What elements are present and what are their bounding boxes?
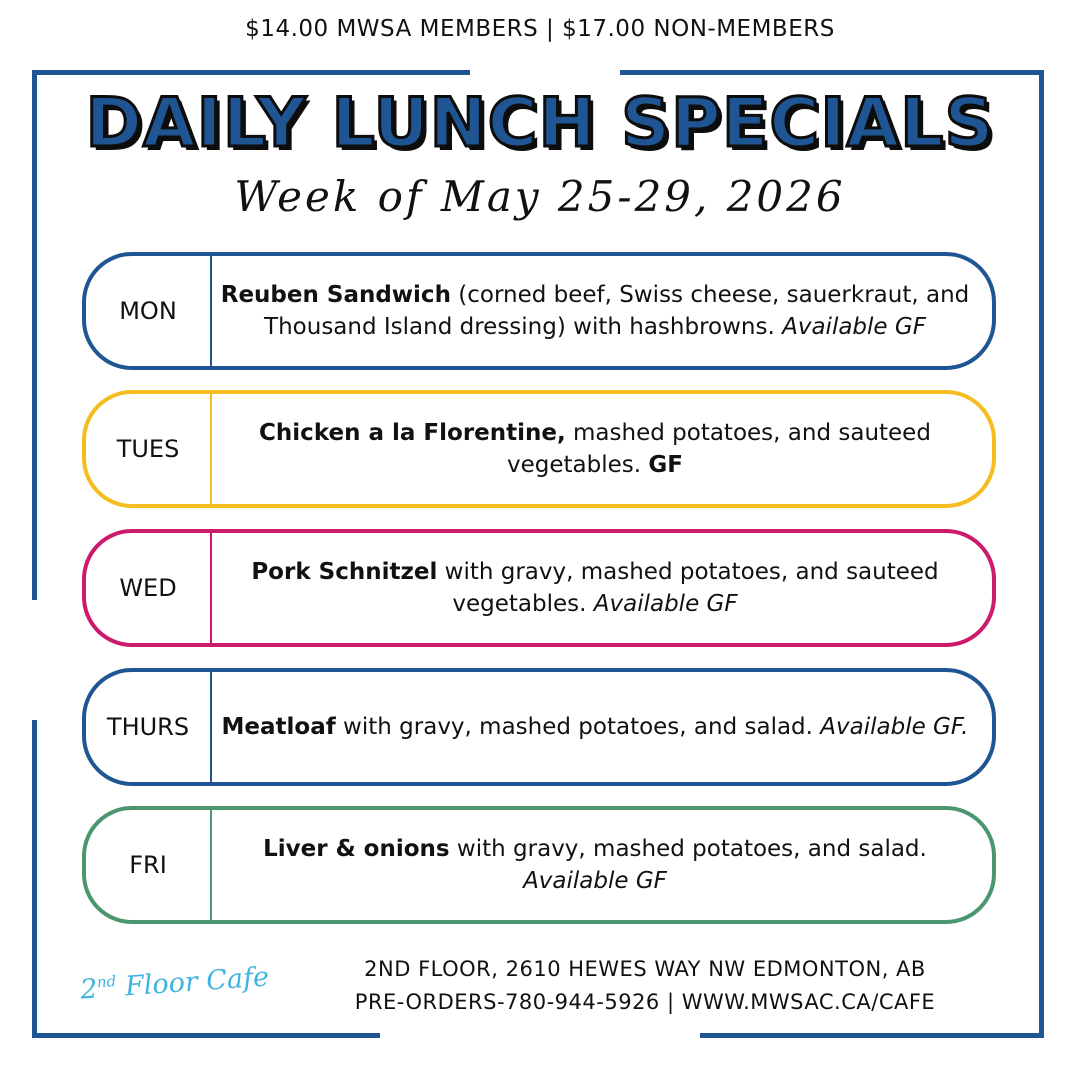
day-label: MON (119, 297, 177, 325)
frame-gap-top (470, 66, 620, 78)
dish-name: Reuben Sandwich (220, 282, 451, 308)
day-divider (210, 810, 212, 920)
dish-name: Pork Schnitzel (251, 559, 438, 585)
day-label: THURS (106, 713, 190, 741)
meal-description (218, 672, 972, 782)
meal-text (218, 279, 972, 343)
gf-availability: Available GF (782, 314, 926, 340)
frame-gap-left (28, 600, 40, 720)
page-title: DAILY LUNCH SPECIALS (85, 84, 995, 163)
meal-description (218, 394, 972, 504)
meal-text (218, 556, 972, 620)
dish-details: with gravy, mashed potatoes, and salad. (335, 714, 821, 740)
list-item (82, 390, 996, 508)
day-divider (210, 533, 212, 643)
list-item (82, 252, 996, 370)
gf-availability: Available GF (523, 868, 667, 894)
list-item (82, 668, 996, 786)
dish-details: with gravy, mashed potatoes, and salad. (449, 836, 927, 862)
logo-text: Floor Cafe (115, 961, 270, 1004)
day-label: WED (119, 574, 177, 602)
logo-ordinal: 2 (79, 973, 99, 1006)
gf-availability: Available GF (593, 591, 738, 617)
frame-gap-bottom (380, 1030, 700, 1042)
day-divider (210, 256, 212, 366)
logo-ordinal-suffix: nd (96, 972, 117, 992)
dish-details: (corned beef, Swiss cheese, sauerkraut, and Thousand Island dressing) with hashbrowns. (264, 282, 970, 340)
dish-name: Meatloaf (221, 714, 336, 740)
meal-description (218, 533, 972, 643)
day-label: TUES (116, 435, 180, 463)
dish-details: with gravy, mashed potatoes, and sauteed vegetables. (437, 559, 939, 617)
meal-description (218, 256, 972, 366)
day-divider (210, 394, 212, 504)
meal-text (218, 417, 972, 481)
dish-name: Liver & onions (263, 836, 450, 862)
week-subtitle: Week of May 25-29, 2026 (234, 172, 846, 221)
gf-badge: GF (648, 452, 683, 478)
day-divider (210, 672, 212, 782)
meal-text (222, 711, 969, 743)
footer-contact: PRE-ORDERS-780-944-5926 | WWW.MWSAC.CA/CAFE (354, 990, 936, 1014)
list-item (82, 806, 996, 924)
dish-name: Chicken a la Florentine, (259, 420, 566, 446)
meal-text (218, 833, 972, 897)
list-item (82, 529, 996, 647)
footer-address: 2ND FLOOR, 2610 HEWES WAY NW EDMONTON, AB (364, 957, 926, 981)
gf-availability: Available GF. (820, 714, 969, 740)
price-line: $14.00 MWSA MEMBERS | $17.00 NON-MEMBERS (245, 16, 835, 42)
meal-description (218, 810, 972, 920)
dish-details: mashed potatoes, and sauteed vegetables. (507, 420, 931, 478)
day-label: FRI (129, 851, 167, 879)
